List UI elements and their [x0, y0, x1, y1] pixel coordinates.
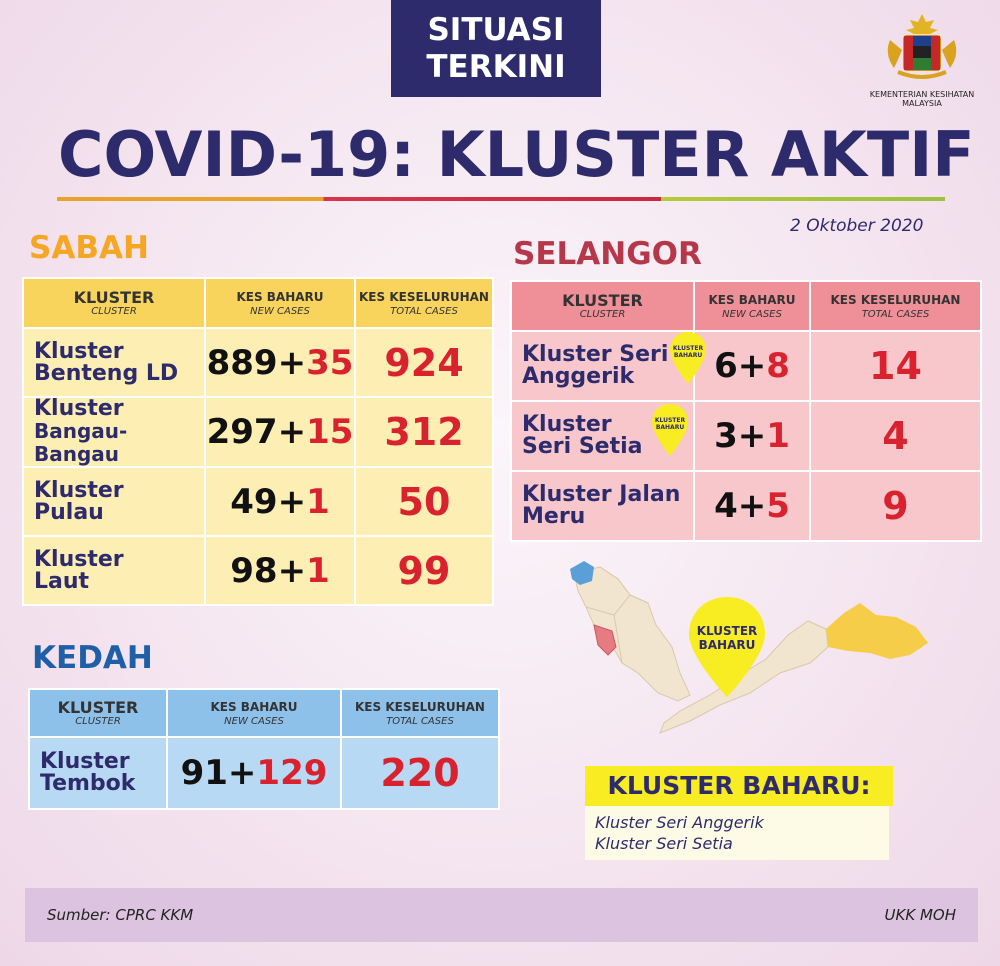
table-row [511, 471, 981, 541]
total-cases: 50 [355, 467, 493, 536]
malaysia-map [560, 555, 980, 755]
pin-label [650, 417, 690, 431]
footer [25, 888, 978, 942]
name-line-1: Kluster [34, 477, 124, 503]
new-cases [205, 397, 355, 467]
col-total [355, 278, 493, 328]
name-line-1: Kluster [40, 749, 130, 774]
cluster-name [29, 737, 167, 809]
base-cases: 49 [230, 481, 278, 522]
base-cases: 3 [714, 416, 738, 456]
col-cluster-label: KLUSTER [73, 288, 155, 307]
name-line-1: Kluster [34, 396, 124, 421]
cluster-name [511, 331, 694, 401]
map-pin-label [686, 624, 768, 652]
pin-label-2: BAHARU [673, 352, 703, 359]
kedah-title: KEDAH [32, 640, 153, 676]
base-cases: 98 [230, 550, 278, 591]
plus-sign: + [277, 481, 307, 522]
plus-sign: + [227, 753, 257, 793]
name-line-1: Kluster [522, 412, 612, 437]
name-line-2: Meru [522, 504, 586, 529]
list-item: Kluster Seri Setia [595, 834, 733, 853]
kedah-map [570, 561, 594, 585]
col-new-label: KES BAHARU [236, 290, 324, 304]
col-cluster-en: CLUSTER [579, 309, 626, 320]
table-header [29, 689, 499, 737]
total-cases: 99 [355, 536, 493, 605]
new-cases [694, 331, 810, 401]
name-line-1: Kluster [34, 546, 124, 572]
name-line-2: Tembok [40, 771, 136, 796]
new-cases [205, 328, 355, 397]
ministry-line-1: KEMENTERIAN KESIHATAN [869, 90, 975, 99]
new-cases [205, 536, 355, 605]
plus-sign: + [277, 550, 307, 591]
col-cluster-en: CLUSTER [75, 716, 121, 727]
table-header [511, 281, 981, 331]
added-cases: 35 [306, 342, 354, 383]
report-date: 2 Oktober 2020 [790, 216, 924, 236]
col-total [341, 689, 499, 737]
cluster-name [23, 397, 205, 467]
col-new [167, 689, 341, 737]
source-text: Sumber: CPRC KKM [47, 906, 194, 924]
col-cluster-label: KLUSTER [562, 291, 643, 310]
col-new [205, 278, 355, 328]
cluster-name [23, 328, 205, 397]
col-new-en: NEW CASES [224, 716, 284, 727]
plus-sign: + [737, 346, 767, 386]
col-total-en: TOTAL CASES [861, 309, 930, 320]
col-new-en: NEW CASES [250, 306, 310, 317]
name-line-2: Anggerik [522, 364, 635, 389]
ministry-label [862, 90, 982, 108]
col-total-en: TOTAL CASES [390, 306, 458, 317]
table-row [511, 401, 981, 471]
name-line-2: Laut [34, 568, 90, 594]
title-underline [57, 197, 945, 201]
name-line-1: Kluster Seri [522, 342, 669, 367]
badge-line-2: TERKINI [426, 48, 566, 85]
base-cases: 6 [714, 346, 738, 386]
plus-sign: + [737, 416, 767, 456]
added-cases: 129 [256, 753, 328, 793]
col-total-label: KES KESELURUHAN [355, 700, 485, 714]
peninsular-map [574, 567, 690, 701]
badge-line-1: SITUASI [427, 11, 565, 48]
page-title: COVID-19: KLUSTER AKTIF [58, 118, 975, 191]
col-new [694, 281, 810, 331]
col-cluster [511, 281, 694, 331]
selangor-title: SELANGOR [513, 236, 702, 272]
new-cases [694, 471, 810, 541]
cluster-name [511, 471, 694, 541]
sabah-title: SABAH [29, 230, 149, 266]
plus-sign: + [737, 486, 767, 526]
new-cases [167, 737, 341, 809]
pin-label [668, 345, 708, 359]
table-row [23, 467, 493, 536]
total-cases: 14 [810, 331, 981, 401]
col-new-label: KES BAHARU [708, 293, 796, 307]
table-header [23, 278, 493, 328]
list-item: Kluster Seri Anggerik [595, 813, 764, 832]
kedah-table [28, 688, 500, 810]
table-row [29, 737, 499, 809]
col-cluster [29, 689, 167, 737]
plus-sign: + [277, 342, 307, 383]
map-pin-label-1: KLUSTER [696, 624, 758, 638]
new-clusters-title: KLUSTER BAHARU: [585, 766, 893, 806]
added-cases: 8 [766, 346, 790, 386]
map-pin-label-2: BAHARU [698, 638, 756, 652]
situasi-terkini-badge [391, 0, 601, 97]
col-new-en: NEW CASES [722, 309, 782, 320]
table-row [23, 536, 493, 605]
new-clusters-list [585, 806, 889, 860]
name-line-2: Bangau-Bangau [34, 419, 128, 466]
base-cases: 91 [180, 753, 228, 793]
coat-of-arms-icon [880, 10, 964, 84]
col-total-label: KES KESELURUHAN [830, 293, 961, 307]
name-line-1: Kluster [34, 338, 124, 364]
table-row [23, 397, 493, 467]
pin-label-1: KLUSTER [672, 345, 704, 352]
table-row [511, 331, 981, 401]
plus-sign: + [277, 412, 307, 452]
added-cases: 15 [306, 412, 354, 452]
col-total-label: KES KESELURUHAN [359, 290, 489, 304]
col-total [810, 281, 981, 331]
cluster-name [23, 536, 205, 605]
col-cluster [23, 278, 205, 328]
new-cases [694, 401, 810, 471]
name-line-2: Pulau [34, 499, 104, 525]
added-cases: 1 [766, 416, 790, 456]
total-cases: 312 [355, 397, 493, 467]
total-cases: 924 [355, 328, 493, 397]
ministry-line-2: MALAYSIA [902, 99, 942, 108]
credit-text: UKK MOH [884, 906, 956, 924]
total-cases: 9 [810, 471, 981, 541]
new-cases [205, 467, 355, 536]
name-line-2: Seri Setia [522, 434, 643, 459]
name-line-2: Benteng LD [34, 360, 179, 386]
base-cases: 4 [714, 486, 738, 526]
pin-label-2: BAHARU [655, 424, 685, 431]
added-cases: 1 [306, 481, 330, 522]
base-cases: 889 [206, 342, 278, 383]
col-cluster-label: KLUSTER [57, 698, 139, 717]
total-cases: 220 [341, 737, 499, 809]
base-cases: 297 [206, 412, 278, 452]
added-cases: 1 [306, 550, 330, 591]
selangor-table [510, 280, 982, 542]
added-cases: 5 [766, 486, 790, 526]
col-cluster-en: CLUSTER [91, 306, 137, 317]
table-row [23, 328, 493, 397]
total-cases: 4 [810, 401, 981, 471]
name-line-1: Kluster Jalan [522, 482, 681, 507]
sabah-table [22, 277, 494, 606]
pin-label-1: KLUSTER [654, 417, 686, 424]
sabah-map [826, 603, 928, 659]
cluster-name [23, 467, 205, 536]
col-new-label: KES BAHARU [210, 700, 298, 714]
col-total-en: TOTAL CASES [386, 716, 454, 727]
